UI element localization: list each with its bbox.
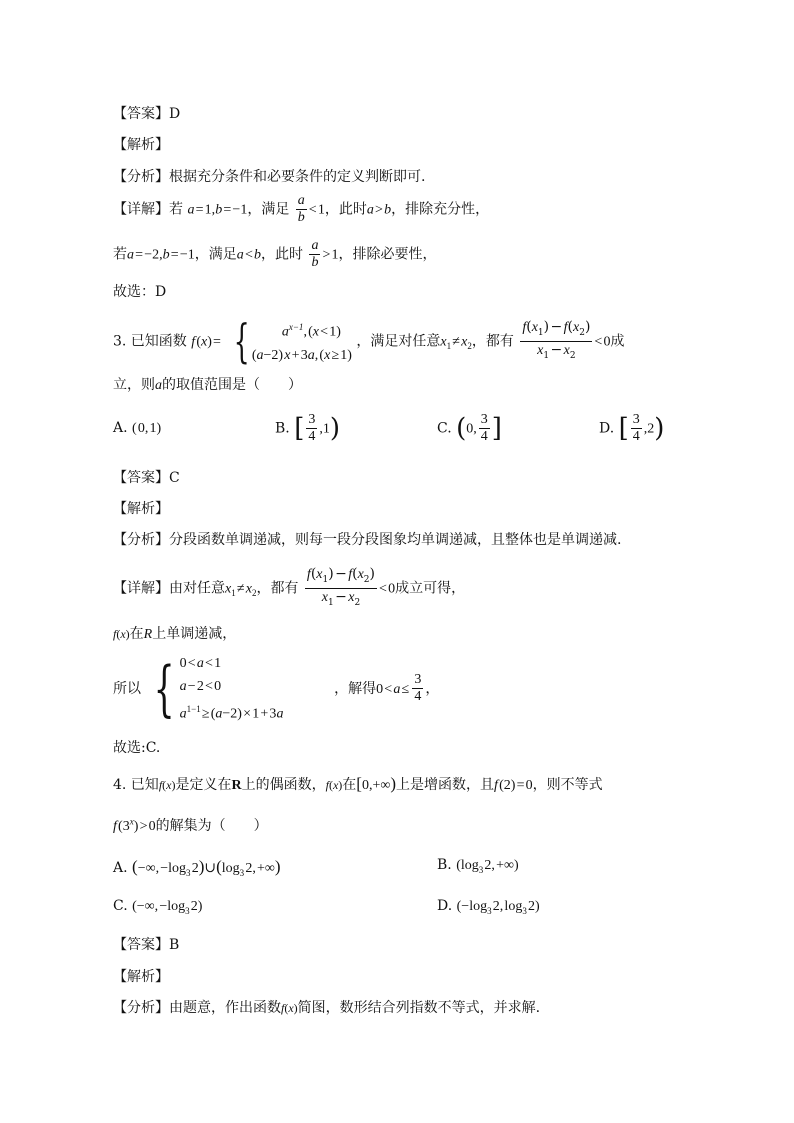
fraction: $\frac{a}{b}$ <box>297 193 305 225</box>
q2-fenxi-line <box>113 166 425 186</box>
text: 若 <box>169 201 183 218</box>
text: ，则不等式 <box>532 777 603 793</box>
answer-tag: 【答案】 <box>113 470 169 486</box>
q2-answer-line <box>113 103 180 123</box>
q2-conclusion: 故选：D <box>113 284 167 300</box>
option-letter: B. <box>437 857 452 873</box>
q3-stem-line-2: 立，则a的取值范围是（ ） <box>113 377 302 393</box>
text: 是定义在 <box>175 777 232 793</box>
text: ，此时 <box>261 246 304 263</box>
q4-fenxi-line: 【分析】由题意，作出函数f(x)简图，数形结合列指数不等式，并求解. <box>113 1000 541 1016</box>
text: 若 <box>113 246 127 263</box>
text: ，都有 <box>256 580 299 597</box>
q4-option-b[interactable]: B. ($\log_3$ 2, +∞) <box>437 857 519 875</box>
fenxi-tag: 【分析】 <box>113 532 169 548</box>
q4-stem-line-2: f $(3^x)$ > 0的解集为（ ） <box>113 816 268 834</box>
text: 上的偶函数， <box>241 777 326 793</box>
q3-detail-line-3: 所以 { 0 < a < 1 a − 2 < 0 $a^{1-1}$ ≥ (a−2) × 1 + 3a ，解得0 < a ≤ $\frac{3}{4}$ ， <box>113 653 440 724</box>
text: ，解得 <box>334 680 377 697</box>
fenxi-tag: 【分析】 <box>113 1000 169 1016</box>
q3-conclusion: 故选:C. <box>113 740 161 756</box>
text: 由对任意 <box>169 580 225 597</box>
answer-value: B <box>169 937 180 953</box>
fraction: $\frac{3}{4}$ <box>414 672 422 705</box>
text: 成立可得， <box>395 580 466 597</box>
answer-tag: 【答案】 <box>113 106 169 122</box>
q3-option-b[interactable]: B. [ $\frac{3}{4}$ ,1) <box>275 412 341 444</box>
option-letter: B. <box>275 420 290 437</box>
text: ， <box>425 680 440 697</box>
text: ，满足对任意 <box>356 333 441 350</box>
q2-analysis-tag: 【解析】 <box>113 137 169 153</box>
q3-stem-line-1: 3. 已知函数 f (x) = { $a^{x-1}$, (x < 1) (a−2) x + 3a, (x ≥ 1) ，满足对任意$x_1$ ≠ $x_2$，都有 $\frac{f(x_1) - f(x_2)}{x_1 - x_2}$ < 0成 <box>113 314 625 369</box>
answer-value: D <box>169 106 181 122</box>
text: 的解集为（ ） <box>155 818 268 834</box>
fraction: $\frac{f(x_1) - f(x_2)}{x_1 - x_2}$ <box>522 319 591 361</box>
math: a <box>187 202 195 218</box>
detail-tag: 【详解】 <box>113 580 169 597</box>
q2-detail-line-2: 若a = −2,b = −1，满足a < b，此时 $\frac{a}{b}$ > 1，排除必要性， <box>113 238 437 270</box>
q3-answer-line <box>113 467 180 487</box>
q3-fenxi-line <box>113 529 621 549</box>
text: 立，则 <box>113 377 155 393</box>
fraction: $\frac{a}{b}$ <box>311 238 319 270</box>
text: 上是增函数，且 <box>396 777 495 793</box>
text: ，排除充分性， <box>391 201 490 218</box>
fraction: $\frac{f(x_1) - f(x_2)}{x_1 - x_2}$ <box>306 566 375 608</box>
fenxi-tag: 【分析】 <box>113 169 169 185</box>
option-letter: D. <box>437 898 453 914</box>
answer-value: C <box>169 470 180 486</box>
q3-option-a[interactable]: A. ( 0, 1) <box>113 420 162 436</box>
q4-analysis-tag: 【解析】 <box>113 969 169 985</box>
text: 在 <box>342 777 357 793</box>
detail-tag: 【详解】 <box>113 201 169 218</box>
option-letter: C. <box>437 420 452 437</box>
option-letter: A. <box>113 420 128 436</box>
piecewise-brace: { $a^{x-1}$, (x < 1) (a−2) x + 3a, (x ≥ 1) <box>233 314 352 369</box>
q4-stem-line-1: 4. 已知f(x)是定义在R上的偶函数，f(x)在[0,+∞)上是增函数，且f (2) = 0，则不等式 <box>113 774 603 793</box>
q3-detail-line-2: f(x)在R上单调递减， <box>113 626 237 642</box>
text: 4. 已知 <box>113 777 159 793</box>
text: ，排除必要性， <box>338 246 437 263</box>
fenxi-text: 分段函数单调递减，则每一段分段图象均单调递减，且整体也是单调递减. <box>169 532 622 548</box>
q4-option-c[interactable]: C. (−∞, $-\log_3$ 2) <box>113 898 203 916</box>
option-letter: C. <box>113 898 128 914</box>
system-brace: { 0 < a < 1 a − 2 < 0 $a^{1-1}$ ≥ (a−2) × 1 + 3a <box>154 653 284 724</box>
q3-option-c[interactable]: C. (0, $\frac{3}{4}$ ] <box>437 412 502 444</box>
text: 上单调递减， <box>152 626 237 642</box>
option-letter: D. <box>599 420 615 437</box>
q3-option-d[interactable]: D. [ $\frac{3}{4}$ ,2) <box>599 412 665 444</box>
text: 在 <box>129 626 144 642</box>
text: 由题意，作出函数 <box>169 1000 281 1016</box>
fenxi-text: 根据充分条件和必要条件的定义判断即可. <box>169 169 426 185</box>
q4-answer-line <box>113 934 179 954</box>
q3-analysis-tag: 【解析】 <box>113 501 169 517</box>
text: 所以 <box>113 680 141 697</box>
option-letter: A. <box>113 860 128 876</box>
text: 成 <box>610 333 625 350</box>
q4-option-a[interactable]: A. (−∞, $-\log_3$ $2)\cup(\log_3$ 2, +∞) <box>113 857 281 878</box>
q2-detail-line-1: 【详解】若 a = 1,b = −1，满足 $\frac{a}{b}$ < 1，此时a > b，排除充分性， <box>113 193 490 225</box>
text: ，此时 <box>324 201 367 218</box>
text: ，满足 <box>247 201 290 218</box>
text: ，都有 <box>471 333 514 350</box>
q3-detail-line-1: 【详解】由对任意$x_1$ ≠ $x_2$，都有 $\frac{f(x_1) - f(x_2)}{x_1 - x_2}$ < 0成立可得， <box>113 566 465 611</box>
q4-option-d[interactable]: D. ($-\log_3$ 2, $\log_3$ 2) <box>437 898 540 916</box>
text: 的取值范围是（ ） <box>162 377 302 393</box>
text: 3. 已知函数 <box>113 333 187 350</box>
text: 简图，数形结合列指数不等式，并求解. <box>297 1000 541 1016</box>
text: ，满足 <box>194 246 237 263</box>
answer-tag: 【答案】 <box>113 937 169 953</box>
